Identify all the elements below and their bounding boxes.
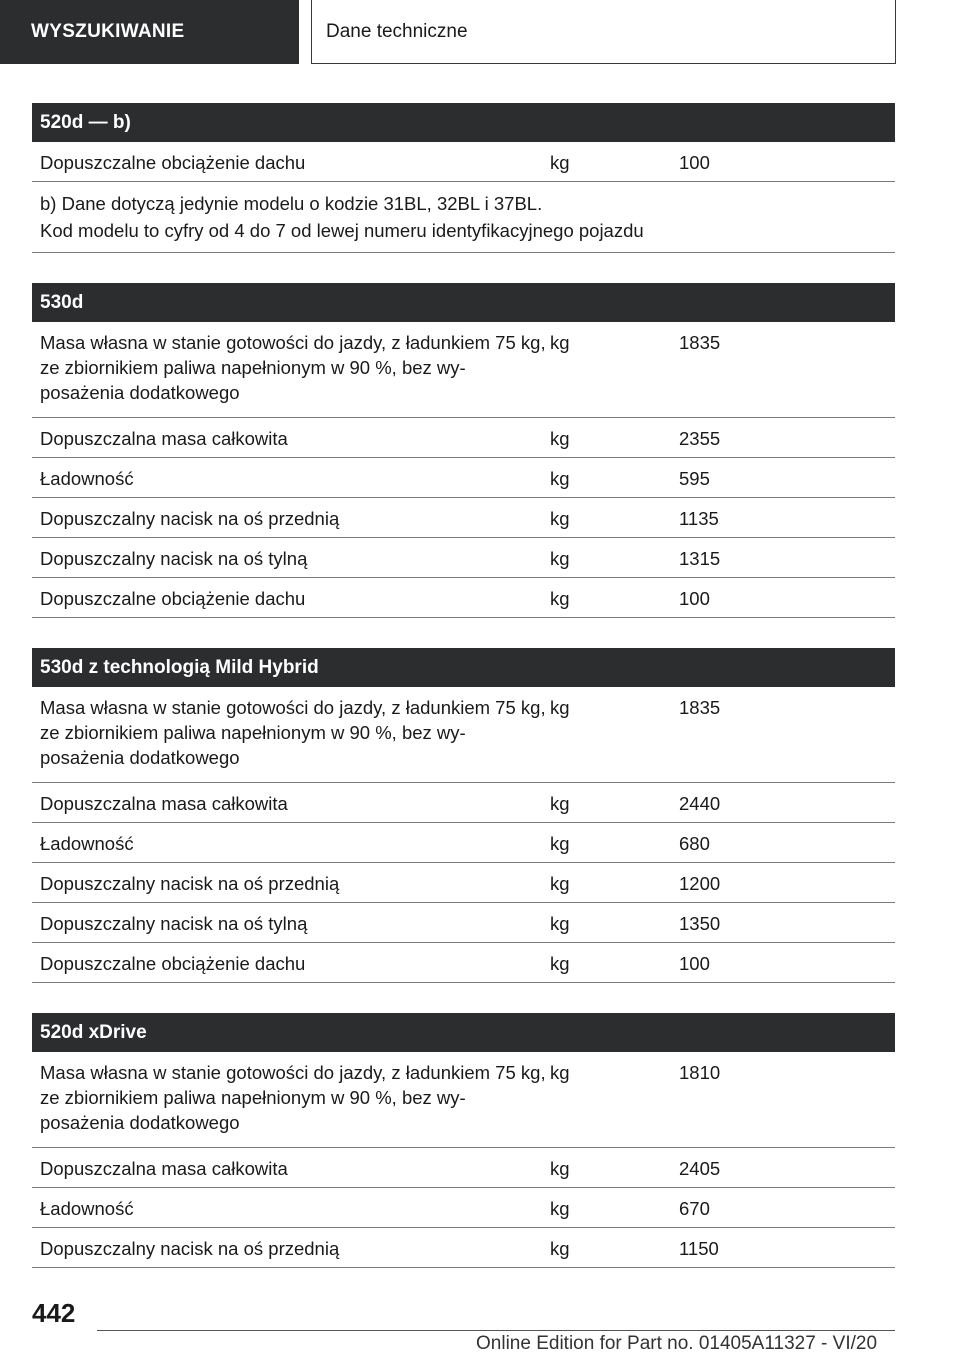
row-unit: kg <box>550 833 570 854</box>
row-label: Ładowność <box>40 468 134 489</box>
row-unit: kg <box>550 1158 570 1179</box>
table-row <box>32 1228 895 1268</box>
row-value: 1135 <box>679 508 719 529</box>
row-value: 2405 <box>679 1158 721 1179</box>
table-520d-b <box>32 103 895 253</box>
table-heading: 530d <box>32 283 895 322</box>
table-row <box>32 903 895 943</box>
table-row <box>32 322 895 418</box>
footnote-line: b) Dane dotyczą jedynie modelu o kodzie 31BL, 32BL i 37BL. <box>40 193 543 214</box>
row-unit: kg <box>550 152 570 173</box>
row-unit: kg <box>550 428 570 449</box>
row-unit: kg <box>550 508 570 529</box>
row-label: Masa własna w stanie gotowości do jazdy, z ładunkiem 75 kg, ze zbiornikiem paliwa napełnionym w 90 %, bez wy-posażenia dodatkowego <box>40 697 546 768</box>
row-value: 1150 <box>679 1238 719 1259</box>
table-heading: 520d xDrive <box>32 1013 895 1052</box>
row-label: Ładowność <box>40 1198 134 1219</box>
search-tab[interactable]: WYSZUKIWANIE <box>0 0 299 64</box>
row-unit: kg <box>550 953 570 974</box>
page-number: 442 <box>32 1298 76 1328</box>
top-bar <box>0 0 960 66</box>
table-heading: 530d z technologią Mild Hybrid <box>32 648 895 687</box>
table-row <box>32 783 895 823</box>
table-row <box>32 1052 895 1148</box>
row-label: Dopuszczalny nacisk na oś tylną <box>40 913 308 934</box>
table-row <box>32 943 895 983</box>
table-row <box>32 142 895 182</box>
row-unit: kg <box>550 1238 570 1259</box>
spec-tables <box>32 103 895 1298</box>
table-row <box>32 823 895 863</box>
row-value: 1835 <box>679 697 721 718</box>
table-row <box>32 538 895 578</box>
table-row <box>32 687 895 783</box>
row-unit: kg <box>550 332 570 353</box>
row-label: Dopuszczalna masa całkowita <box>40 793 288 814</box>
row-label: Dopuszczalny nacisk na oś przednią <box>40 873 340 894</box>
section-title-tab: Dane techniczne <box>311 0 896 64</box>
row-value: 595 <box>679 468 710 489</box>
row-value: 2355 <box>679 428 721 449</box>
row-label: Masa własna w stanie gotowości do jazdy, z ładunkiem 75 kg, ze zbiornikiem paliwa napełnionym w 90 %, bez wy-posażenia dodatkowego <box>40 332 546 403</box>
row-value: 1200 <box>679 873 721 894</box>
row-label: Dopuszczalny nacisk na oś przednią <box>40 508 340 529</box>
table-530d-mild-hybrid <box>32 648 895 983</box>
row-value: 670 <box>679 1198 710 1219</box>
row-label: Dopuszczalne obciążenie dachu <box>40 152 306 173</box>
table-heading: 520d — b) <box>32 103 895 142</box>
table-row <box>32 418 895 458</box>
row-unit: kg <box>550 588 570 609</box>
row-label: Masa własna w stanie gotowości do jazdy, z ładunkiem 75 kg, ze zbiornikiem paliwa napełnionym w 90 %, bez wy-posażenia dodatkowego <box>40 1062 546 1133</box>
row-unit: kg <box>550 468 570 489</box>
footer-divider <box>97 1330 895 1331</box>
row-unit: kg <box>550 1062 570 1083</box>
row-label: Dopuszczalna masa całkowita <box>40 428 288 449</box>
table-row <box>32 1148 895 1188</box>
row-unit: kg <box>550 697 570 718</box>
row-label: Dopuszczalny nacisk na oś przednią <box>40 1238 340 1259</box>
table-530d <box>32 283 895 618</box>
row-value: 1315 <box>679 548 721 569</box>
row-value: 2440 <box>679 793 721 814</box>
row-unit: kg <box>550 548 570 569</box>
row-label: Dopuszczalne obciążenie dachu <box>40 588 306 609</box>
row-value: 1350 <box>679 913 721 934</box>
row-unit: kg <box>550 793 570 814</box>
row-unit: kg <box>550 873 570 894</box>
footnote-line: Kod modelu to cyfry od 4 do 7 od lewej numeru identyfikacyjnego pojazdu <box>40 220 644 241</box>
row-label: Dopuszczalna masa całkowita <box>40 1158 288 1179</box>
row-value: 680 <box>679 833 710 854</box>
row-unit: kg <box>550 913 570 934</box>
row-value: 100 <box>679 953 710 974</box>
table-row <box>32 863 895 903</box>
table-footnote <box>32 182 895 253</box>
table-row <box>32 458 895 498</box>
edition-text: Online Edition for Part no. 01405A11327 - VI/20 <box>476 1333 878 1354</box>
row-value: 1835 <box>679 332 721 353</box>
row-value: 1810 <box>679 1062 721 1083</box>
table-row <box>32 578 895 618</box>
table-row <box>32 498 895 538</box>
row-label: Dopuszczalne obciążenie dachu <box>40 953 306 974</box>
row-label: Ładowność <box>40 833 134 854</box>
table-row <box>32 1188 895 1228</box>
row-value: 100 <box>679 152 710 173</box>
row-value: 100 <box>679 588 710 609</box>
row-unit: kg <box>550 1198 570 1219</box>
table-520d-xdrive <box>32 1013 895 1268</box>
row-label: Dopuszczalny nacisk na oś tylną <box>40 548 308 569</box>
